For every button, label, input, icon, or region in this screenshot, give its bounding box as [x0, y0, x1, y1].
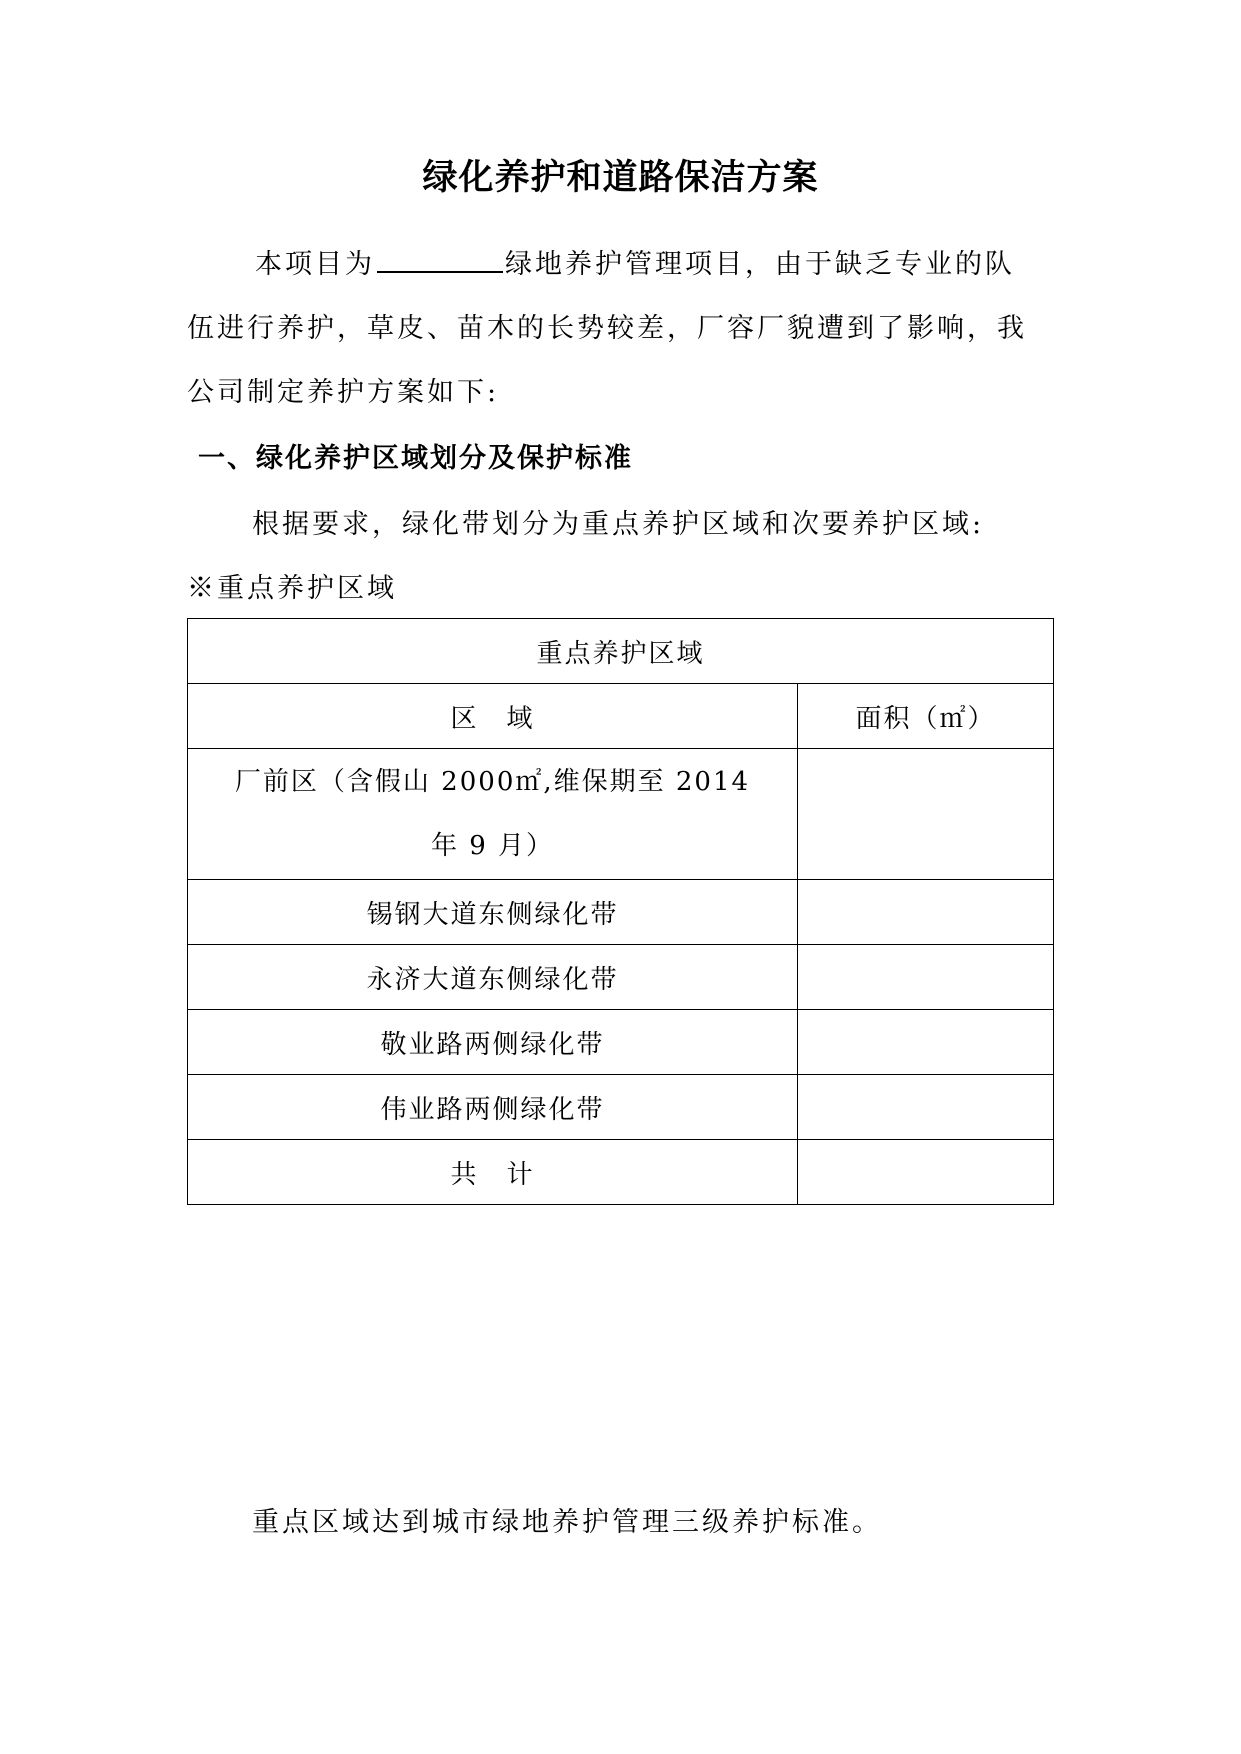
area-cell: [798, 1010, 1054, 1075]
area-cell: [798, 880, 1054, 945]
region-cell: [188, 749, 798, 880]
total-row: [188, 1140, 1054, 1205]
total-area: [798, 1140, 1054, 1205]
header-region: 区 域: [188, 684, 798, 749]
project-name-blank: [377, 249, 503, 273]
region-cell: 伟业路两侧绿化带: [188, 1075, 798, 1140]
key-area-table: [187, 618, 1054, 1205]
header-area: 面积（㎡）: [798, 684, 1054, 749]
table-row: [188, 1010, 1054, 1075]
intro-line-1: [255, 242, 1015, 281]
intro-text-before-blank: 本项目为: [255, 249, 375, 280]
area-cell: [798, 1075, 1054, 1140]
intro-line-2: 伍进行养护，草皮、苗木的长势较差，厂容厂貌遭到了影响，我: [187, 313, 1027, 344]
region-cell: 永济大道东侧绿化带: [188, 945, 798, 1010]
region-line-2: 年 9 月）: [430, 831, 555, 861]
area-cell: [798, 945, 1054, 1010]
section-subheading: ※重点养护区域: [187, 573, 397, 604]
intro-text-after-blank: 绿地养护管理项目，由于缺乏专业的队: [505, 249, 1015, 280]
area-cell: [798, 749, 1054, 880]
standard-note: 重点区域达到城市绿地养护管理三级养护标准。: [252, 1507, 882, 1538]
intro-line-3: 公司制定养护方案如下:: [187, 377, 500, 408]
region-cell: 敬业路两侧绿化带: [188, 1010, 798, 1075]
table-row: [188, 749, 1054, 880]
document-title: 绿化养护和道路保洁方案: [422, 158, 819, 198]
table-caption: 重点养护区域: [188, 619, 1054, 684]
region-line-1: 厂前区（含假山 2000㎡,维保期至 2014: [234, 767, 751, 797]
table-row: [188, 945, 1054, 1010]
table-row: [188, 880, 1054, 945]
region-cell: 锡钢大道东侧绿化带: [188, 880, 798, 945]
table-row: [188, 1075, 1054, 1140]
section-paragraph: 根据要求，绿化带划分为重点养护区域和次要养护区域:: [252, 509, 985, 540]
total-label: 共 计: [188, 1140, 798, 1205]
section-heading: 一、绿化养护区域划分及保护标准: [198, 443, 633, 474]
